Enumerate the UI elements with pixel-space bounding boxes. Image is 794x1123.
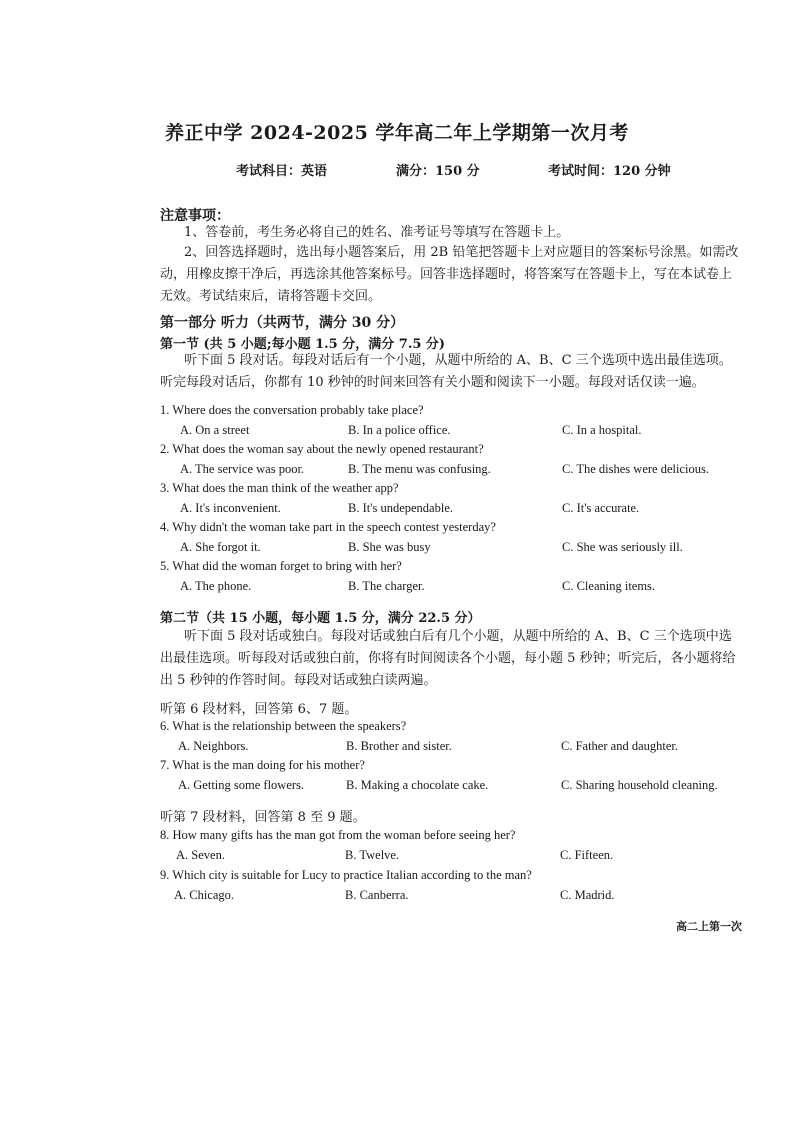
section1-heading: 第一节 (共 5 小题;每小题 1.5 分，满分 7.5 分) [160,337,446,352]
q9-option-b: B. Canberra. [345,888,409,902]
q3-option-a: A. It's inconvenient. [180,501,281,515]
part1-heading: 第一部分 听力（共两节，满分 30 分） [160,315,405,331]
q6-option-a: A. Neighbors. [178,739,249,753]
q8-option-a: A. Seven. [176,848,225,862]
q2-option-c: C. The dishes were delicious. [562,462,709,476]
exam-time: 考试时间：120 分钟 [548,164,671,179]
q5-option-b: B. The charger. [348,579,425,593]
question-1: 1. Where does the conversation probably take place? [160,403,424,417]
q4-option-c: C. She was seriously ill. [562,540,683,554]
q2-option-a: A. The service was poor. [180,462,305,476]
q3-option-b: B. It's undependable. [348,501,454,515]
q1-option-b: B. In a police office. [348,423,451,437]
material-7-label: 听第 7 段材料，回答第 8 至 9 题。 [160,810,366,825]
q9-option-c: C. Madrid. [560,888,615,902]
q9-option-a: A. Chicago. [174,888,235,902]
page-footer: 高二上第一次 [676,920,742,933]
q8-option-c: C. Fifteen. [560,848,614,862]
question-6: 6. What is the relationship between the speakers? [160,719,407,733]
section2-instructions: 听下面 5 段对话或独白。每段对话或独白后有几个小题，从题中所给的 A、B、C 三个选项中选出最佳选项。听每段对话或独白前，你将有时间阅读各个小题，每小题 5 秒钟；听完后，各小题将给出 5 秒钟的作答时间。每段对话或独白读两遍。 [160,629,736,688]
material-6-label: 听第 6 段材料，回答第 6、7 题。 [160,702,358,717]
question-3: 3. What does the man think of the weather app? [160,481,399,495]
question-2: 2. What does the woman say about the newly opened restaurant? [160,442,484,456]
section2-heading: 第二节（共 15 小题，每小题 1.5 分，满分 22.5 分） [160,611,481,626]
question-8: 8. How many gifts has the man got from the woman before seeing her? [160,828,516,842]
q5-option-c: C. Cleaning items. [562,579,656,593]
q6-option-c: C. Father and daughter. [561,739,678,753]
q2-option-b: B. The menu was confusing. [348,462,491,476]
q6-option-b: B. Brother and sister. [346,739,452,753]
exam-subject: 考试科目：英语 [236,164,328,179]
q1-option-c: C. In a hospital. [562,423,642,437]
exam-score: 满分：150 分 [396,164,480,179]
question-7: 7. What is the man doing for his mother? [160,758,365,772]
notes-heading: 注意事项： [160,208,230,224]
exam-title: 养正中学 2024-2025 学年高二年上学期第一次月考 [165,122,629,144]
q8-option-b: B. Twelve. [345,848,400,862]
q4-option-a: A. She forgot it. [180,540,261,554]
q4-option-b: B. She was busy [348,540,431,554]
question-5: 5. What did the woman forget to bring with her? [160,559,402,573]
notes-item-1: 1、答卷前，考生务必将自己的姓名、准考证号等填写在答题卡上。 [184,225,570,240]
section1-instructions: 听下面 5 段对话。每段对话后有一个小题，从题中所给的 A、B、C 三个选项中选出最佳选项。听完每段对话后，你都有 10 秒钟的时间来回答有关小题和阅读下一小题。每段对话仅读一遍。 [160,353,732,390]
q7-option-c: C. Sharing household cleaning. [561,778,718,792]
q1-option-a: A. On a street [180,423,250,437]
q5-option-a: A. The phone. [180,579,252,593]
q7-option-b: B. Making a chocolate cake. [346,778,489,792]
question-9: 9. Which city is suitable for Lucy to practice Italian according to the man? [160,868,532,882]
notes-item-2: 2、回答选择题时，选出每小题答案后，用 2B 铅笔把答题卡上对应题目的答案标号涂黑。如需改动，用橡皮擦干净后，再选涂其他答案标号。回答非选择题时，将答案写在答题卡上，写在本试卷上无效。考试结束后，请将答题卡交回。 [160,245,739,304]
q7-option-a: A. Getting some flowers. [178,778,305,792]
question-4: 4. Why didn't the woman take part in the speech contest yesterday? [160,520,496,534]
q3-option-c: C. It's accurate. [562,501,640,515]
